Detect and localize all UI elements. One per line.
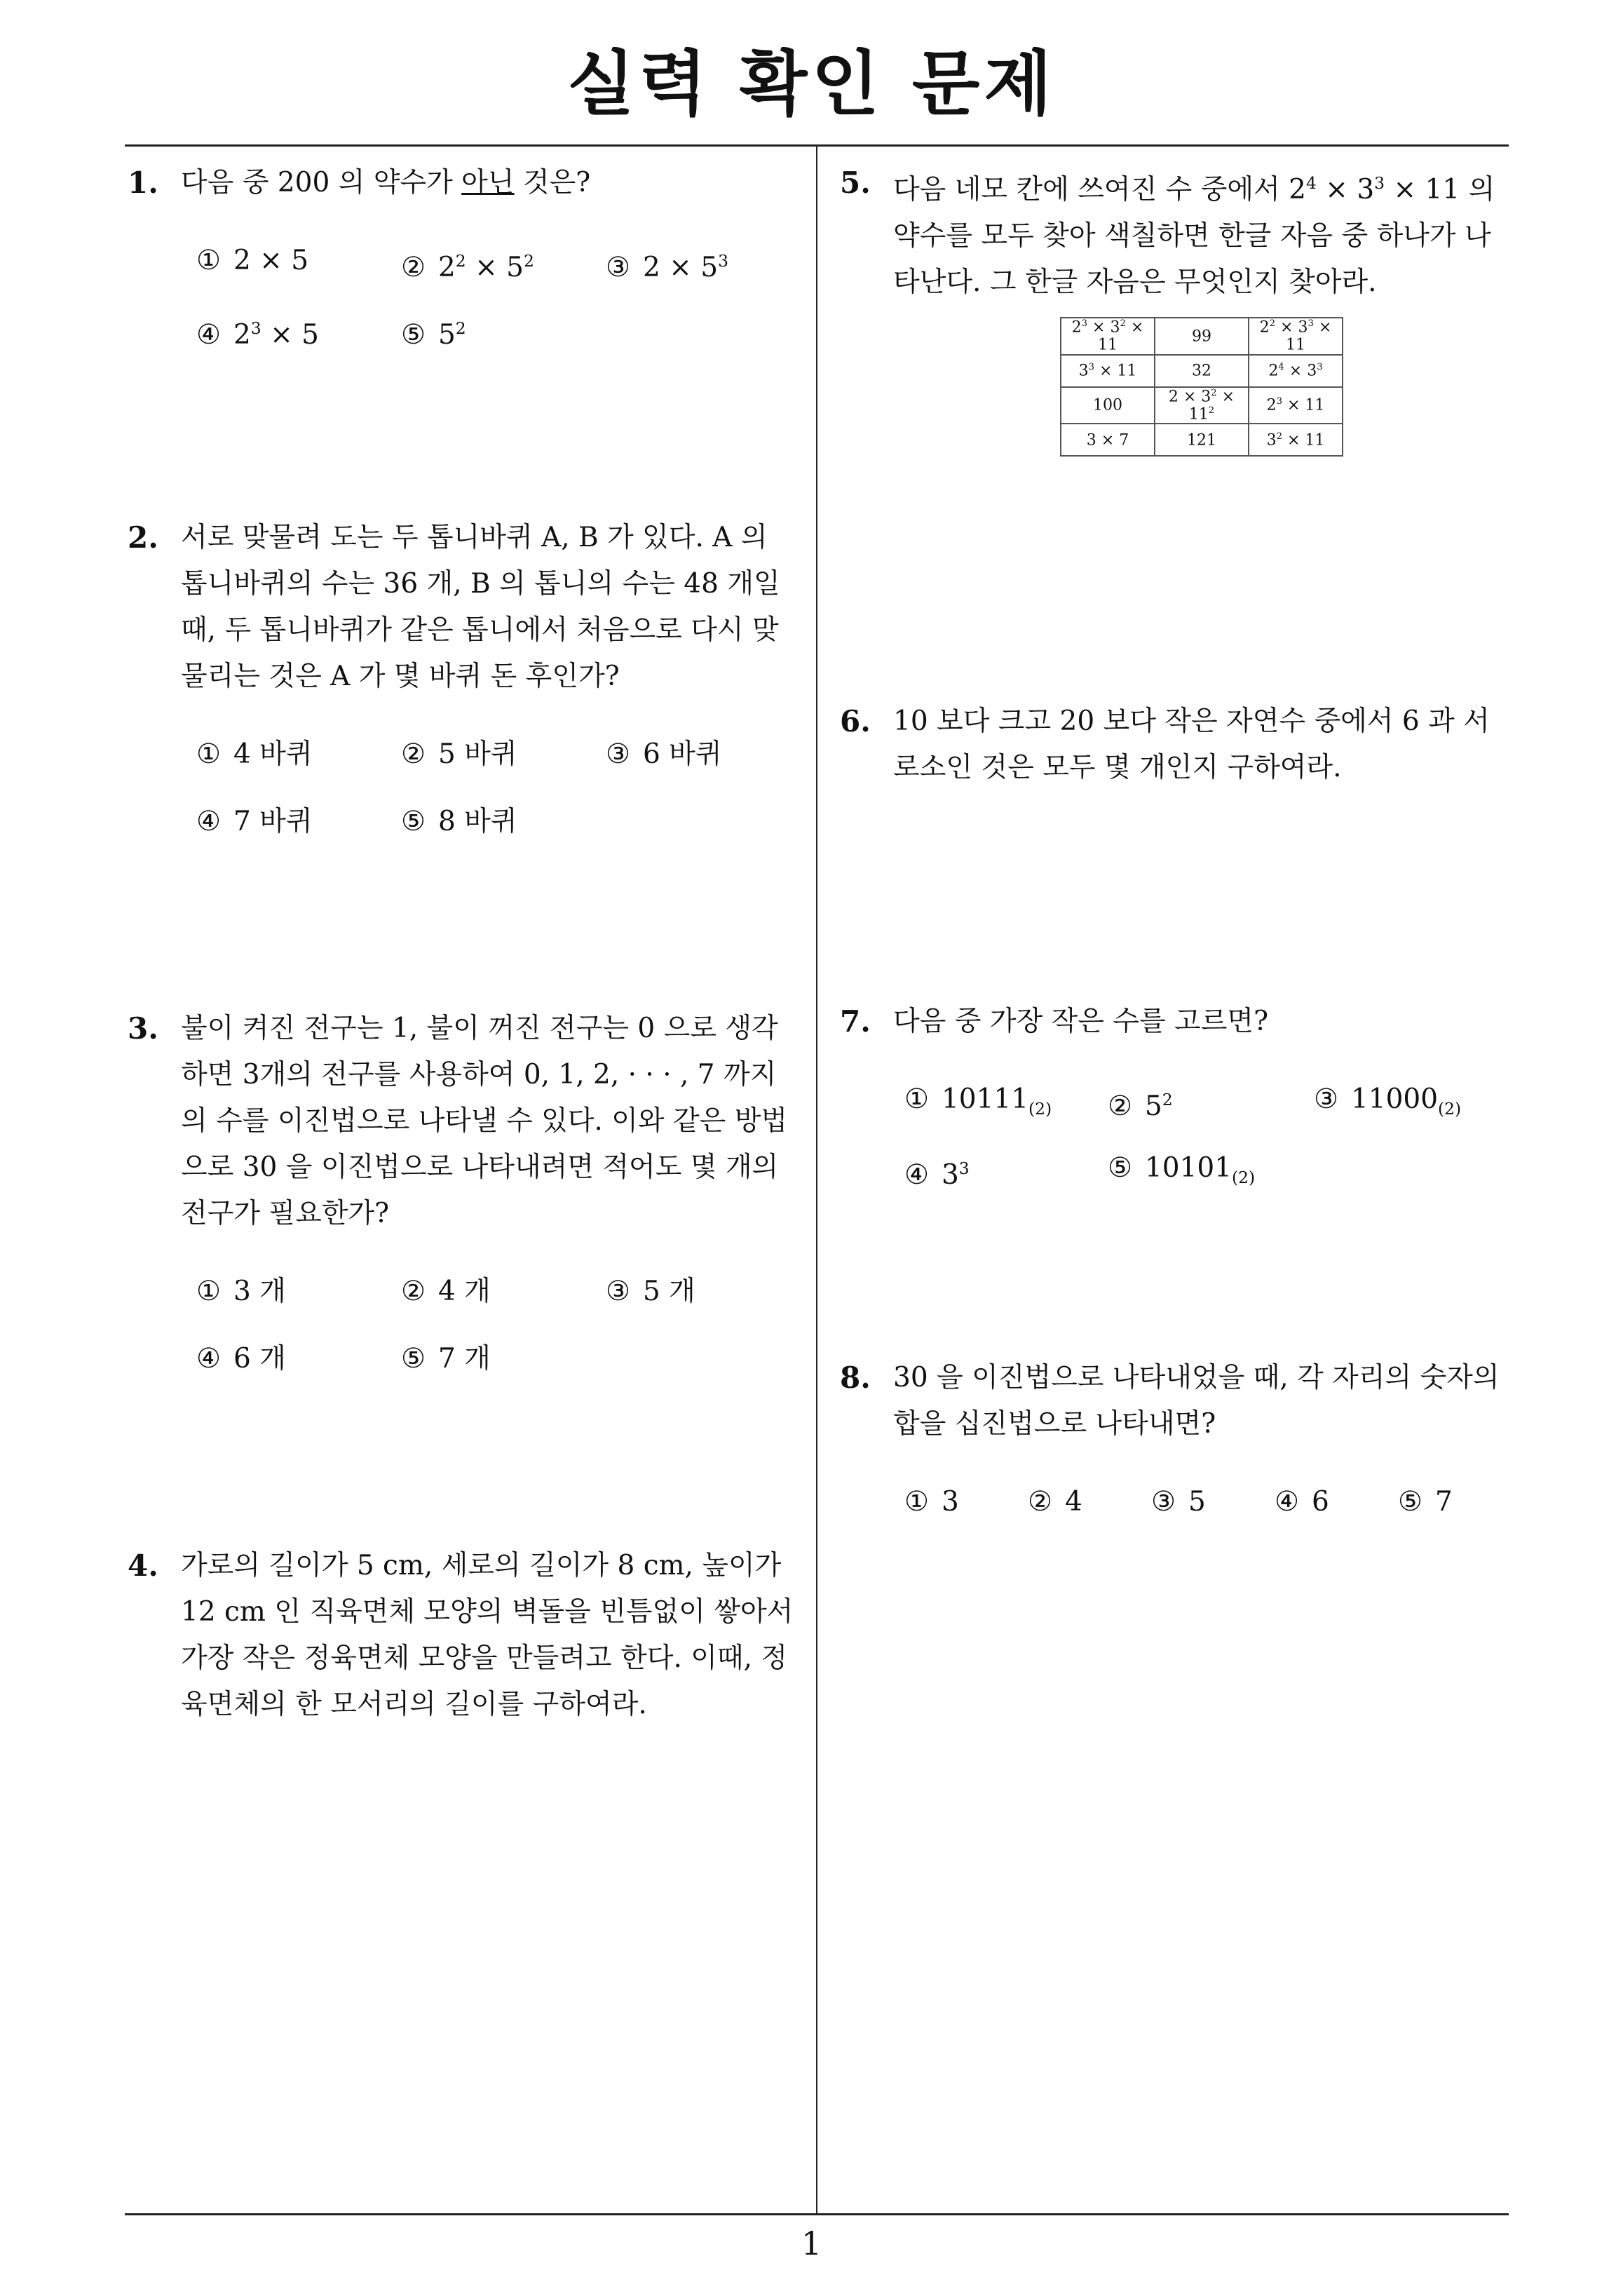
grid-cell[interactable]: 100 [1061, 387, 1155, 424]
choice-5[interactable]: ⑤ 8 바퀴 [401, 806, 517, 837]
question-text: 불이 켜진 전구는 1, 불이 꺼진 전구는 0 으로 생각하면 3개의 전구를 사용하여 0, 1, 2, · · · , 7 까지의 수를 이진법으로 나타낼 수 있다. 이와 같은 방법으로 30 을 이진법으로 나타내려면 적어도 몇 개의 전구가 필요한가? [181, 1013, 788, 1229]
choice-2[interactable]: ② 4 [1028, 1486, 1082, 1518]
choice-list [904, 1475, 1513, 1539]
grid-row [1061, 318, 1343, 355]
question-text: 다음 네모 칸에 쓰여진 수 중에서 $2^4 \times 3^3 \times 11$ 의 약수를 모두 찾아 색칠하면 한글 자음 중 하나가 나타난다. 그 한글 자음은 무엇인지 찾아라. [893, 173, 1495, 298]
choice-3[interactable]: ③ 6 바퀴 [606, 738, 722, 770]
choice-list [196, 234, 801, 367]
underlined-word: 아닌 [461, 167, 515, 198]
question-number: 5. [840, 166, 871, 200]
question-2 [128, 515, 801, 861]
grid-cell[interactable]: 3 × 7 [1061, 424, 1155, 456]
page-title: 실력 확인 문제 [566, 43, 1057, 125]
choice-list [904, 1073, 1513, 1206]
question-number: 6. [840, 704, 871, 738]
question-number: 1. [128, 166, 158, 200]
grid-cell[interactable]: 32 [1155, 355, 1249, 387]
choice-3[interactable]: ③ $11000_{(2)}$ [1314, 1083, 1462, 1119]
choice-5[interactable]: ⑤ $5^2$ [401, 318, 466, 351]
choice-3[interactable]: ③ 5 [1151, 1486, 1206, 1518]
question-4 [128, 1543, 801, 1728]
question-text: 가로의 길이가 5 cm, 세로의 길이가 8 cm, 높이가 12 cm 인 직육면체 모양의 벽돌을 빈틈없이 쌓아서 가장 작은 정육면체 모양을 만들려고 한다. 이때, 정육면체의 한 모서리의 길이를 구하여라. [181, 1550, 794, 1720]
page-number: 1 [801, 2224, 822, 2262]
grid-cell[interactable]: $2 \times 3^2 \times 11^2$ [1155, 387, 1249, 424]
question-5 [840, 160, 1513, 306]
question-8 [840, 1355, 1513, 1539]
grid-cell[interactable]: 121 [1155, 424, 1249, 456]
grid-cell[interactable]: $2^4 \times 3^3$ [1249, 355, 1343, 387]
choice-1[interactable]: ① 4 바퀴 [196, 738, 313, 770]
choice-1[interactable]: ① 2 × 5 [196, 245, 309, 276]
question-text: 10 보다 크고 20 보다 작은 자연수 중에서 6 과 서로소인 것은 모두 몇 개인지 구하여라. [893, 705, 1490, 783]
grid-row [1061, 387, 1343, 424]
question-3 [128, 1006, 801, 1398]
grid-cell[interactable]: $3^2 \times 11$ [1249, 424, 1343, 456]
question-number: 2. [128, 520, 158, 555]
question-text: 30 을 이진법으로 나타내었을 때, 각 자리의 숫자의 합을 십진법으로 나타내면? [893, 1362, 1500, 1440]
question-number: 4. [128, 1548, 158, 1583]
question-1 [128, 160, 801, 367]
question-text: 다음 중 200 의 약수가 아닌 것은? [181, 167, 591, 198]
divisor-grid [1060, 317, 1343, 457]
question-text: 서로 맞물려 도는 두 톱니바퀴 A, B 가 있다. A 의 톱니바퀴의 수는 36 개, B 의 톱니의 수는 48 개일 때, 두 톱니바퀴가 같은 톱니에서 처음으로 다시 맞물리는 것은 A 가 몇 바퀴 돈 후인가? [181, 522, 780, 692]
choice-4[interactable]: ④ 6 [1275, 1486, 1329, 1518]
choice-4[interactable]: ④ $2^3 \times 5$ [196, 318, 319, 351]
grid-cell[interactable]: $2^2 \times 3^3 \times 11$ [1249, 318, 1343, 355]
grid-row [1061, 424, 1343, 456]
choice-4[interactable]: ④ $3^3$ [904, 1159, 970, 1191]
choice-1[interactable]: ① $10111_{(2)}$ [904, 1083, 1052, 1119]
question-7 [840, 999, 1513, 1206]
choice-3[interactable]: ③ $2 \times 5^3$ [606, 251, 728, 283]
choice-5[interactable]: ⑤ 7 개 [401, 1343, 491, 1375]
grid-cell[interactable]: $2^3 \times 11$ [1249, 387, 1343, 424]
question-number: 3. [128, 1011, 158, 1046]
grid-cell[interactable]: $3^3 \times 11$ [1061, 355, 1155, 387]
choice-1[interactable]: ① 3 개 [196, 1276, 286, 1307]
bottom-rule [125, 2213, 1509, 2215]
question-number: 8. [840, 1360, 871, 1395]
choice-2[interactable]: ② 4 개 [401, 1276, 491, 1307]
choice-4[interactable]: ④ 6 개 [196, 1343, 286, 1375]
question-number: 7. [840, 1004, 871, 1039]
choice-list [196, 1265, 801, 1398]
question-6 [840, 698, 1513, 791]
choice-5[interactable]: ⑤ $10101_{(2)}$ [1108, 1152, 1256, 1187]
choice-4[interactable]: ④ 7 바퀴 [196, 806, 313, 837]
choice-2[interactable]: ② 5 바퀴 [401, 738, 517, 770]
grid-cell[interactable]: $2^3 \times 3^2 \times 11$ [1061, 318, 1155, 355]
choice-1[interactable]: ① 3 [904, 1486, 959, 1518]
grid-cell[interactable]: 99 [1155, 318, 1249, 355]
choice-list [196, 728, 801, 861]
question-text: 다음 중 가장 작은 수를 고르면? [893, 1006, 1268, 1037]
grid-row [1061, 355, 1343, 387]
column-divider [816, 146, 817, 2213]
choice-2[interactable]: ② $5^2$ [1108, 1090, 1173, 1122]
choice-3[interactable]: ③ 5 개 [606, 1276, 695, 1307]
choice-2[interactable]: ② $2^2 \times 5^2$ [401, 251, 534, 283]
choice-5[interactable]: ⑤ 7 [1398, 1486, 1453, 1518]
